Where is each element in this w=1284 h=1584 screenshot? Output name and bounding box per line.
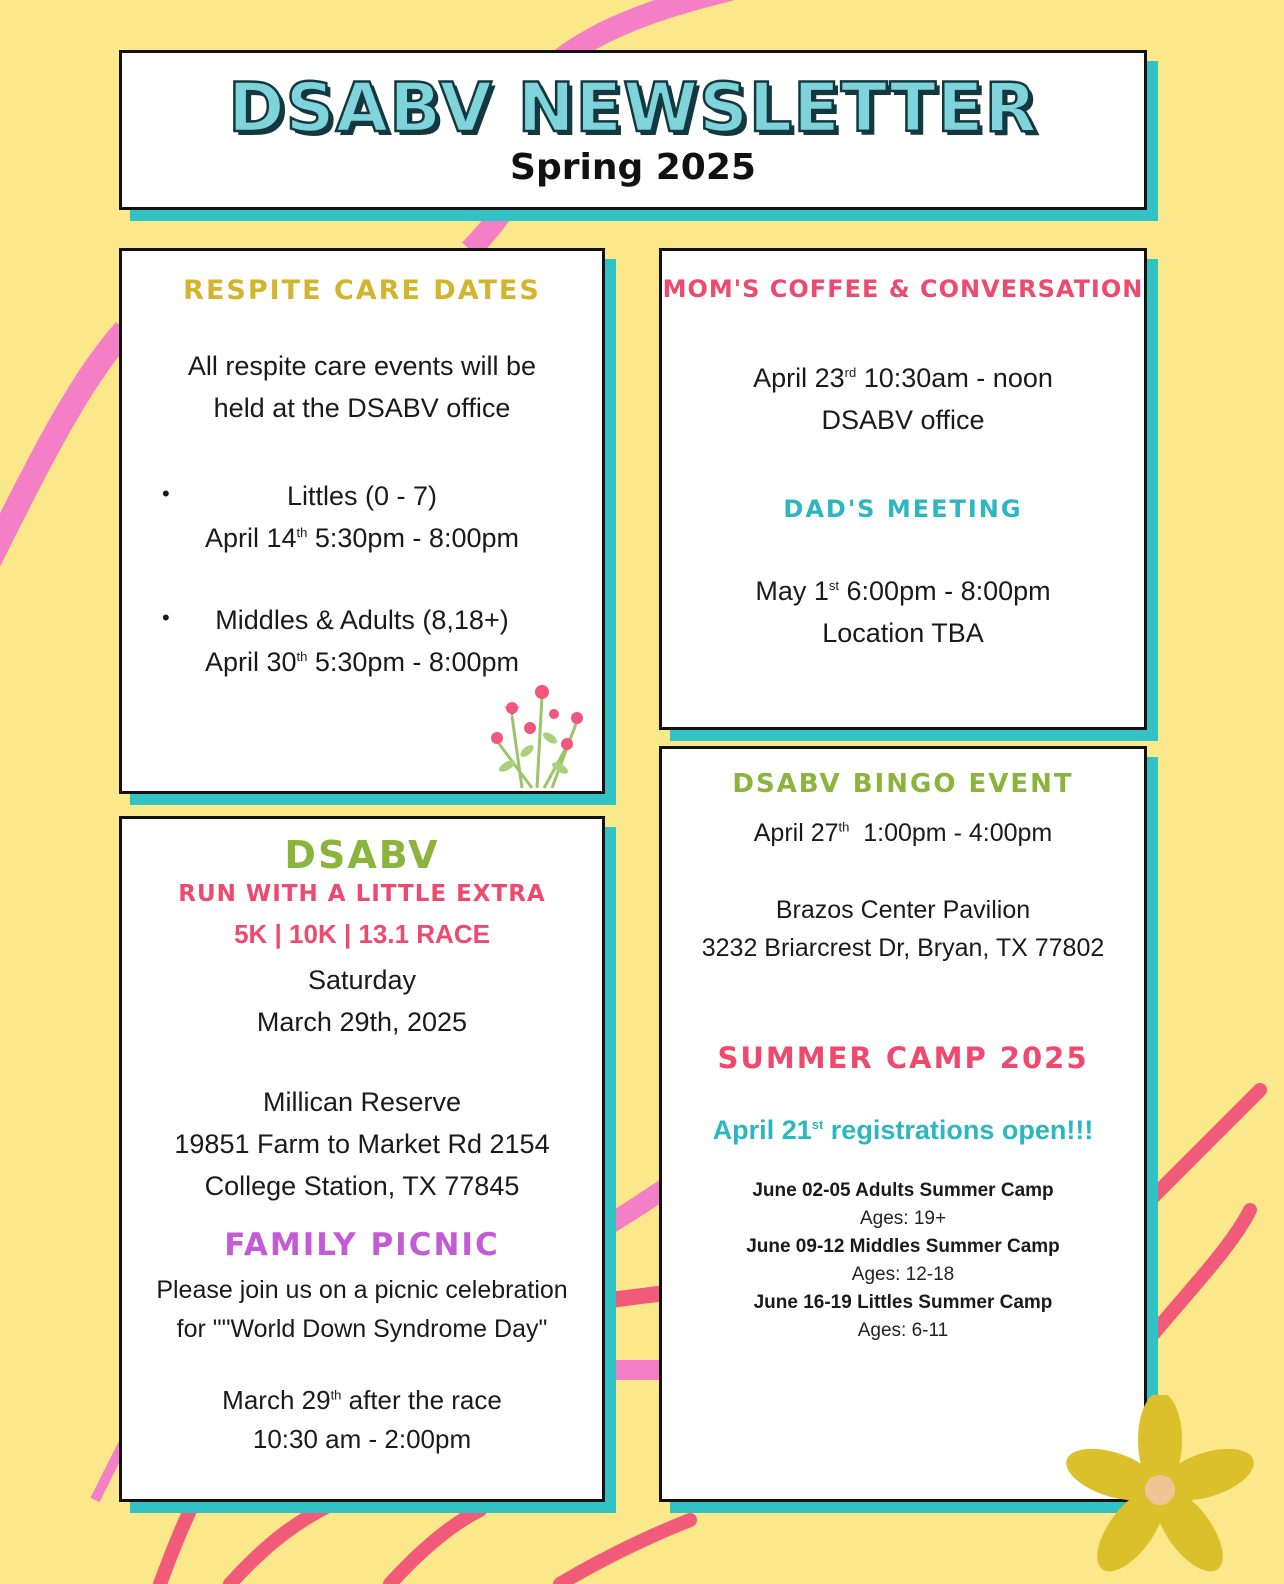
dads-meeting-heading: DAD'S MEETING [783,495,1023,523]
respite-item-littles [122,475,602,559]
race-address-line2: College Station, TX 77845 [204,1171,520,1201]
respite-intro-line2: held at the DSABV office [213,393,511,423]
moms-coffee-datetime: April 23rd 10:30am - noon [753,363,1053,393]
newsletter-title: DSABV NEWSLETTER [228,69,1038,148]
bingo-datetime: April 27th 1:00pm - 4:00pm [753,819,1053,847]
respite-item-label: Littles (0 - 7) [286,481,438,511]
picnic-description-line2: for ""World Down Syndrome Day" [176,1315,548,1343]
bullet-icon: • [162,481,170,506]
race-date: March 29th, 2025 [256,1007,468,1037]
bingo-camp-card [659,746,1147,1502]
picnic-time: 10:30 am - 2:00pm [252,1424,472,1454]
red-streak-bottom [160,1500,690,1584]
race-day: Saturday [307,965,417,995]
race-distances: 5K | 10K | 13.1 RACE [234,919,490,949]
respite-item-datetime: April 14th 5:30pm - 8:00pm [204,523,519,553]
respite-item-datetime: April 30th 5:30pm - 8:00pm [204,647,519,677]
flowers-illustration [482,676,597,791]
summer-camp-heading: SUMMER CAMP 2025 [717,1041,1089,1075]
pink-streak-left [0,330,125,560]
moms-coffee-heading: MOM'S COFFEE & CONVERSATION [662,275,1144,303]
race-address-line1: 19851 Farm to Market Rd 2154 [174,1129,550,1159]
bingo-venue: Brazos Center Pavilion [775,896,1031,924]
camp-session-ages: Ages: 19+ [859,1208,947,1229]
respite-care-heading: RESPITE CARE DATES [183,275,541,306]
dads-meeting-datetime: May 1st 6:00pm - 8:00pm [755,576,1051,606]
newsletter-subtitle: Spring 2025 [510,147,756,188]
respite-item-label: Middles & Adults (8,18+) [215,605,509,635]
bingo-heading: DSABV BINGO EVENT [732,769,1074,799]
bullet-icon: • [162,605,170,630]
camp-session-title: June 02-05 Adults Summer Camp [752,1180,1054,1201]
camp-session-title: June 09-12 Middles Summer Camp [746,1236,1060,1257]
newsletter-header [119,50,1147,210]
camp-session-ages: Ages: 12-18 [851,1264,955,1285]
picnic-heading: FAMILY PICNIC [224,1227,500,1263]
camp-session-title: June 16-19 Littles Summer Camp [753,1292,1053,1313]
summer-camp-registration: April 21st registrations open!!! [712,1115,1094,1145]
camp-session-ages: Ages: 6-11 [857,1320,949,1341]
bingo-address: 3232 Briarcrest Dr, Bryan, TX 77802 [701,934,1105,962]
respite-item-middles [122,599,602,683]
yellow-flower-illustration [1060,1395,1260,1584]
race-heading: DSABV [284,833,440,877]
race-picnic-card [119,816,605,1502]
picnic-date: March 29th after the race [222,1385,502,1415]
parents-meetings-card [659,248,1147,730]
picnic-description-line1: Please join us on a picnic celebration [156,1276,568,1304]
respite-care-card [119,248,605,794]
red-streak-bottom-right [1140,1090,1260,1350]
dads-meeting-location: Location TBA [822,618,984,648]
moms-coffee-location: DSABV office [821,405,985,435]
race-subheading: RUN WITH A LITTLE EXTRA [178,881,546,907]
respite-intro-line1: All respite care events will be [187,351,537,381]
race-venue: Millican Reserve [262,1087,462,1117]
